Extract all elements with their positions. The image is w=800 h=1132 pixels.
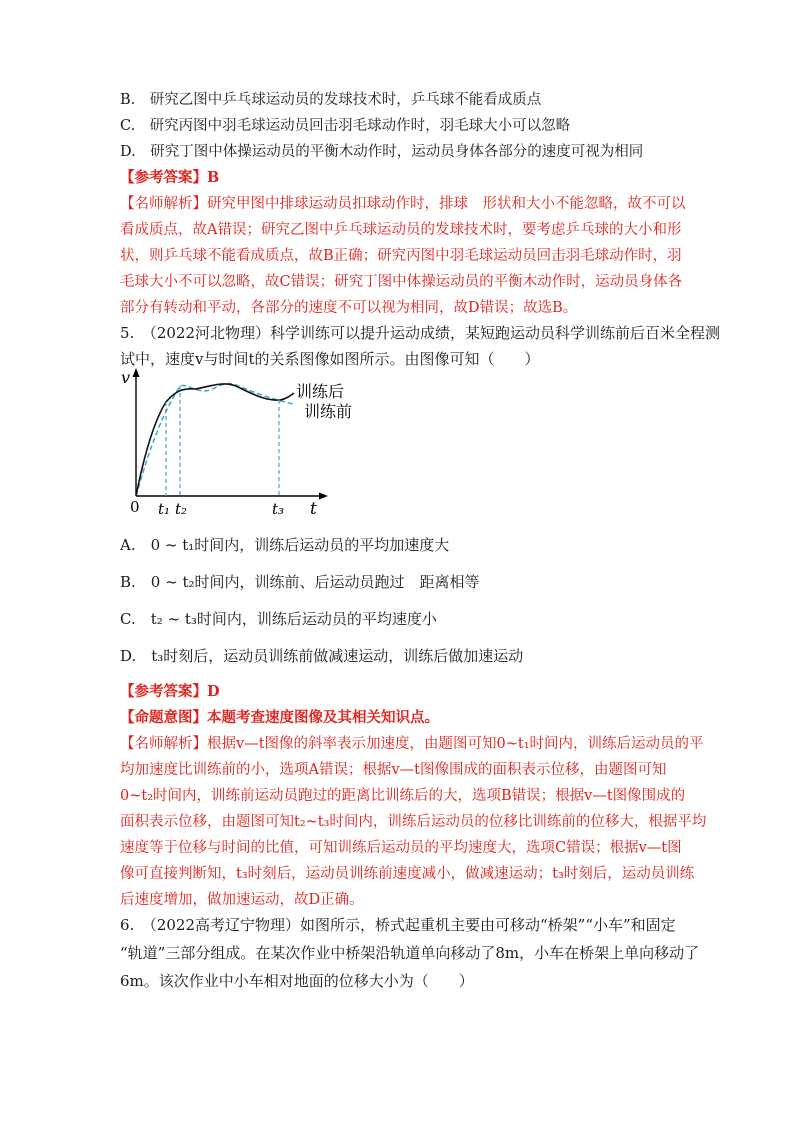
t2-label: t₂ [175,500,188,518]
before-training-label: 训练前 [304,402,353,421]
analysis-prev-line: 部分有转动和平动，各部分的速度不可以视为相同，故D错误；故选B。 [120,300,578,316]
intent-5: 【命题意图】本题考查速度图像及其相关知识点。 [120,709,439,726]
reference-answer-prev: 【参考答案】B [120,169,220,186]
analysis-5-line: 后速度增加，做加速运动，故D正确。 [120,892,364,908]
question-6-stem: 6. （2022高考辽宁物理）如图所示，桥式起重机主要由可移动“桥架”“小车”和固定 [120,916,676,934]
analysis-prev-line: 状，则乒乓球不能看成质点，故B正确；研究丙图中羽毛球运动员回击羽毛球动作时，羽 [120,248,682,264]
analysis-5-line: 均加速度比训练前的小，选项A错误；根据v—t图像围成的面积表示位移，由题图可知 [120,762,667,778]
q5-option-d: D. t₃时刻后，运动员训练前做减速运动，训练后做加速运动 [120,647,524,665]
velocity-time-graph [118,366,363,518]
analysis-5-line: 【名师解析】根据v—t图像的斜率表示加速度，由题图可知0~t₁时间内，训练后运动员的平 [120,736,704,752]
curve-before-training [136,384,293,496]
after-training-label: 训练后 [296,382,345,401]
question-5-stem: 5. （2022河北物理）科学训练可以提升运动成绩，某短跑运动员科学训练前后百米全程测 [120,324,720,342]
question-6-stem: 6m。该次作业中小车相对地面的位移大小为（ ） [120,972,474,990]
analysis-prev-line: 看成质点，故A错误；研究乙图中乒乓球运动员的发球技术时，要考虑乒乓球的大小和形 [120,222,682,238]
q5-option-c: C. t₂ ~ t₃时间内，训练后运动员的平均速度小 [120,610,437,628]
t-axis-arrow [319,493,328,500]
question-6-stem: “轨道”三部分组成。在某次作业中桥架沿轨道单向移动了8m，小车在桥架上单向移动了 [120,944,700,962]
option-c-prev: C. 研究丙图中羽毛球运动员回击羽毛球动作时，羽毛球大小可以忽略 [120,118,571,134]
v-axis-label: v [121,368,131,387]
q5-option-a: A. 0 ~ t₁时间内，训练后运动员的平均加速度大 [120,536,450,554]
analysis-prev-line: 【名师解析】研究甲图中排球运动员扣球动作时，排球 形状和大小不能忽略，故不可以 [120,196,686,212]
t1-label: t₁ [158,500,171,518]
analysis-5-line: 速度等于位移与时间的比值，可知训练后运动员的平均速度大，选项C错误；根据v—t图 [120,840,682,856]
v-axis-arrow [133,368,140,377]
analysis-prev-line: 毛球大小不可以忽略，故C错误；研究丁图中体操运动员的平衡木动作时，运动员身体各 [120,274,683,290]
q5-option-b: B. 0 ~ t₂时间内，训练前、后运动员跑过 距离相等 [120,573,480,591]
reference-answer-5: 【参考答案】D [120,683,220,700]
t-axis-label: t [310,499,317,518]
analysis-5-line: 0~t₂时间内，训练前运动员跑过的距离比训练后的大，选项B错误；根据v—t图像围成的 [120,788,686,804]
analysis-5-line: 面积表示位移，由题图可知t₂~t₃时间内，训练后运动员的位移比训练前的位移大，根据平均 [120,814,707,830]
option-d-prev: D. 研究丁图中体操运动员的平衡木动作时，运动员身体各部分的速度可视为相同 [120,144,644,160]
curve-after-training [136,384,294,496]
option-b-prev: B. 研究乙图中乒乓球运动员的发球技术时，乒乓球不能看成质点 [120,92,542,108]
t3-label: t₃ [272,500,285,518]
analysis-5-line: 像可直接判断知，t₃时刻后，运动员训练前速度减小，做减速运动；t₃时刻后，运动员训练 [120,866,695,882]
origin-label: 0 [130,498,140,516]
question-5-stem: 试中，速度v与时间t的关系图像如图所示。由图像可知（ ） [120,350,540,368]
